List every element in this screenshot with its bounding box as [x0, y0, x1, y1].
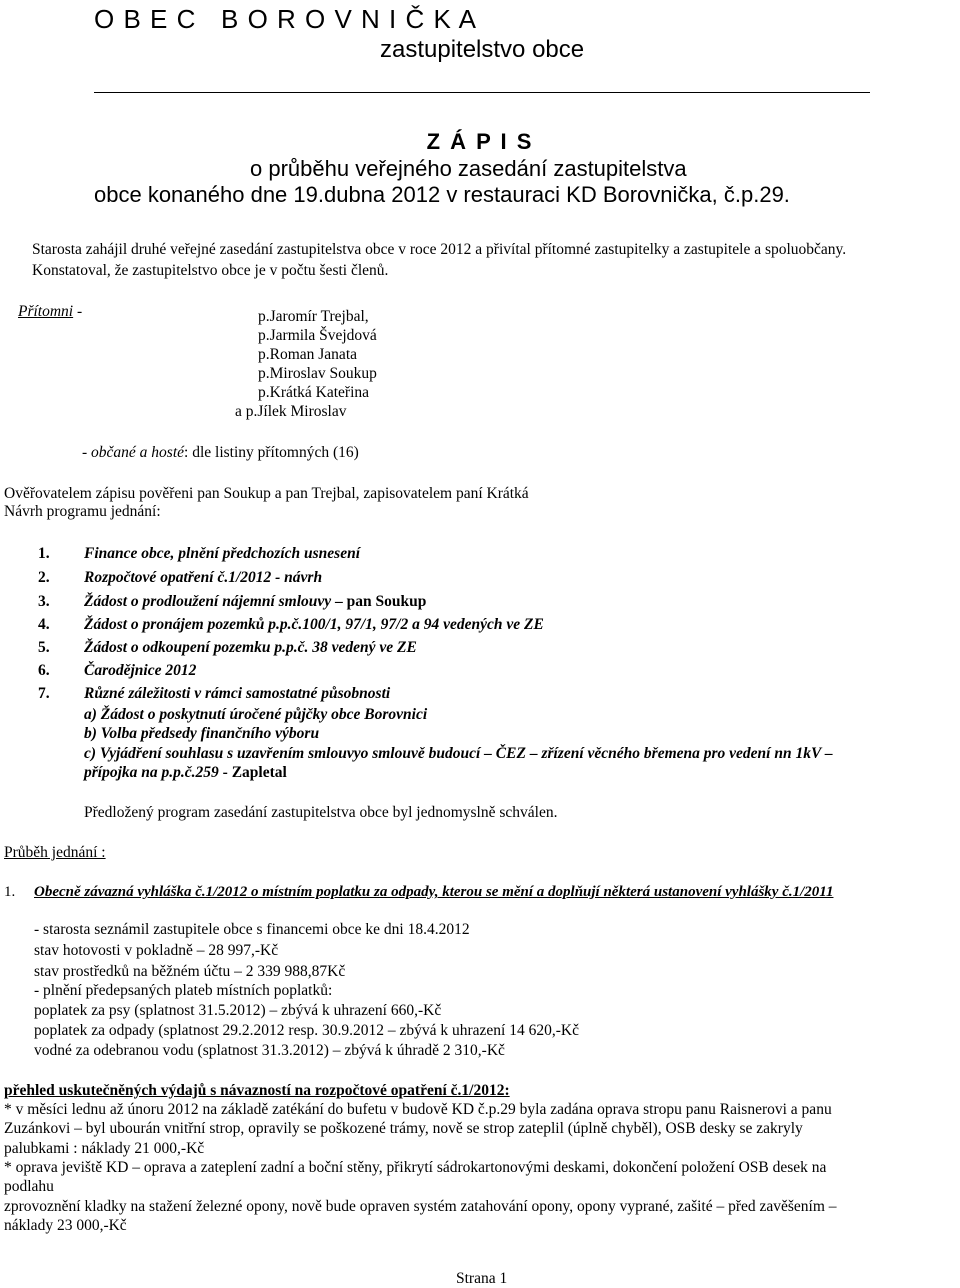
expense-line-4: * oprava jeviště KD – oprava a zateplení zadní a boční stěny, přikrytí sádrokartonovými deskami, dokončení položení OSB desek na — [4, 1159, 827, 1176]
agenda-number: 6. — [38, 662, 50, 679]
member-3: p.Roman Janata — [258, 346, 358, 363]
verifiers-text: Ověřovatelem zápisu pověřeni pan Soukup a pan Trejbal, zapisovatelem paní Krátká — [4, 485, 529, 502]
page-number: Strana 1 — [456, 1270, 508, 1287]
member-2: p.Jarmila Švejdová — [258, 327, 377, 344]
agenda-text: Žádost o odkoupení pozemku p.p.č. 38 vedený ve ZE — [84, 639, 417, 656]
fee-line-1: poplatek za psy (splatnost 31.5.2012) – zbývá k uhrazení 660,-Kč — [34, 1002, 442, 1019]
council-name: zastupitelstvo obce — [380, 36, 585, 63]
attendance-dash: - — [77, 303, 83, 320]
expenses-heading: přehled uskutečněných výdajů s návazností na rozpočtové opatření č.1/2012: — [4, 1082, 510, 1099]
document-heading: Z Á P I S — [426, 129, 534, 154]
agenda-item-7 — [38, 685, 390, 703]
guests-row — [82, 444, 359, 462]
attendance-label: Přítomni — [18, 303, 74, 320]
agenda-suffix: – pan Soukup — [331, 593, 427, 610]
expense-line-3: palubkami : náklady 21 000,-Kč — [4, 1140, 205, 1157]
agenda-number: 2. — [38, 569, 50, 586]
intro-line-2: Konstatoval, že zastupitelstvo obce je v počtu šesti členů. — [32, 262, 389, 279]
expense-line-6: zprovoznění kladky na stažení železné opony, nově bude opraven systém zatahování opony, opony vyprané, zašité – před zavěšením – — [4, 1198, 837, 1215]
proceedings-item-number: 1. — [4, 884, 16, 900]
proceedings-label: Průběh jednání : — [4, 844, 106, 861]
agenda-item-5 — [38, 639, 417, 657]
attendance-label-row — [18, 303, 82, 321]
agenda-number: 1. — [38, 545, 50, 562]
agenda-approved: Předložený program zasedání zastupitelstva obce byl jednomyslně schválen. — [84, 804, 558, 821]
agenda-item-6 — [38, 662, 196, 680]
finance-line-4: - plnění předepsaných plateb místních poplatků: — [34, 982, 333, 999]
member-5: p.Krátká Kateřina — [258, 384, 370, 401]
expense-line-5: podlahu — [4, 1178, 54, 1195]
proceedings-item-1 — [4, 884, 833, 901]
title-line-2: obce konaného dne 19.dubna 2012 v restauraci KD Borovnička, č.p.29. — [94, 182, 790, 207]
agenda-text: Rozpočtové opatření č.1/2012 - návrh — [84, 569, 323, 586]
header-divider — [94, 92, 870, 93]
fee-line-2: poplatek za odpady (splatnost 29.2.2012 resp. 30.9.2012 – zbývá k uhrazení 14 620,-Kč — [34, 1022, 579, 1039]
expense-line-2: Zuzánkovi – byl ubourán vnitřní strop, opravily se poškozené trámy, nově se strop zateplil (úplně chyběl), OSB desky se zakryly — [4, 1120, 803, 1137]
agenda-sub-c-parcel: přípojka na p.p.č.259 — [84, 764, 219, 781]
agenda-sub-c: c) Vyjádření souhlasu s uzavřením smlouvyo smlouvě budoucí – ČEZ – zřízení věcného břemena pro vedení nn 1kV – — [84, 745, 833, 762]
municipality-name: O B E C B O R O V N I Č K A — [94, 4, 477, 34]
agenda-text: Žádost o prodloužení nájemní smlouvy — [84, 593, 332, 610]
agenda-sub-b: b) Volba předsedy finančního výboru — [84, 725, 320, 742]
guests-label: - občané a hosté — [82, 444, 185, 461]
agenda-text: Žádost o pronájem pozemků p.p.č.100/1, 97/1, 97/2 a 94 vedených ve ZE — [84, 616, 544, 633]
agenda-number: 7. — [38, 685, 50, 702]
expense-line-1: * v měsíci lednu až únoru 2012 na základě zatékání do bufetu v budově KD č.p.29 byla zadána oprava stropu panu Raisnerovi a panu — [4, 1101, 832, 1118]
agenda-sub-a: a) Žádost o poskytnutí úročené půjčky obce Borovnici — [84, 706, 428, 723]
agenda-number: 4. — [38, 616, 50, 633]
agenda-sub-c-cont — [84, 764, 287, 782]
member-4: p.Miroslav Soukup — [258, 365, 377, 382]
agenda-text: Různé záležitosti v rámci samostatné působnosti — [84, 685, 391, 702]
expense-line-7: náklady 23 000,-Kč — [4, 1217, 127, 1234]
intro-line-1: Starosta zahájil druhé veřejné zasedání zastupitelstva obce v roce 2012 a přivítal přítomné zastupitelky a zastupitele a spoluobčany. — [32, 241, 847, 258]
agenda-item-1 — [38, 545, 360, 563]
proceedings-item-title: Obecně závazná vyhláška č.1/2012 o místním poplatku za odpady, kterou se mění a doplňují některá ustanovení vyhlášky č.1/2011 — [34, 884, 834, 900]
finance-line-3: stav prostředků na běžném účtu – 2 339 988,87Kč — [34, 963, 346, 980]
guests-count: : dle listiny přítomných (16) — [184, 444, 359, 461]
fee-line-3: vodné za odebranou vodu (splatnost 31.3.2012) – zbývá k úhradě 2 310,-Kč — [34, 1042, 505, 1059]
agenda-item-3 — [38, 593, 426, 611]
finance-line-2: stav hotovosti v pokladně – 28 997,-Kč — [34, 942, 279, 959]
agenda-item-4 — [38, 616, 544, 634]
agenda-text: Finance obce, plnění předchozích usnesení — [84, 545, 361, 562]
agenda-label: Návrh programu jednání: — [4, 503, 161, 520]
agenda-sub-c-suffix: - Zapletal — [218, 764, 287, 781]
finance-line-1: - starosta seznámil zastupitele obce s financemi obce ke dni 18.4.2012 — [34, 921, 470, 938]
agenda-text: Čarodějnice 2012 — [84, 662, 197, 679]
member-6: a p.Jílek Miroslav — [235, 403, 347, 420]
agenda-item-2 — [38, 569, 322, 587]
member-1: p.Jaromír Trejbal, — [258, 308, 369, 325]
title-line-1: o průběhu veřejného zasedání zastupitelstva — [250, 156, 687, 181]
agenda-number: 5. — [38, 639, 50, 656]
agenda-number: 3. — [38, 593, 50, 610]
